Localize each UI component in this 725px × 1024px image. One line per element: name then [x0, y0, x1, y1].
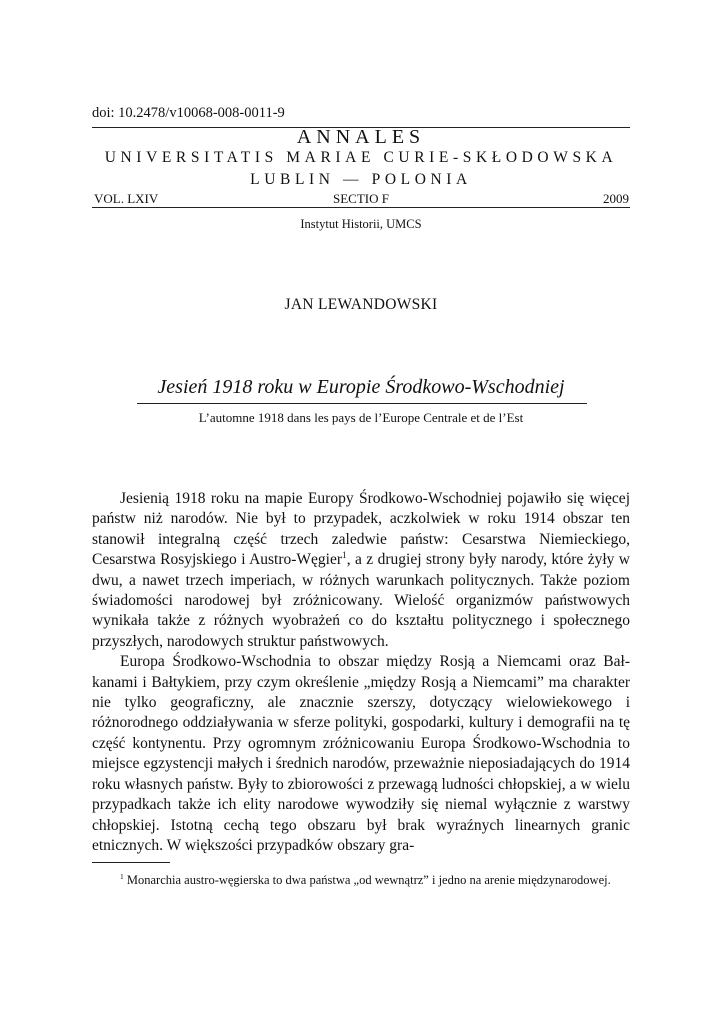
section-label: SECTIO F: [333, 191, 389, 206]
volume-label: VOL. LXIV: [94, 191, 159, 206]
paper-page: [92, 0, 630, 1024]
article-subtitle: L’automne 1918 dans les pays de l’Europe Centrale et de l’Est: [198, 410, 524, 425]
volume-row: [92, 191, 630, 207]
journal-place: LUBLIN — POLONIA: [250, 171, 472, 188]
header-bottom-rule: [92, 207, 630, 208]
journal-title: ANNALES: [296, 126, 426, 148]
footnote-rule: [92, 862, 170, 863]
paragraph-1-text-a: Jesienią 1918 roku na mapie Europy Środkowo-Wschodniej pojawiło się więcej państw niż narodów. Nie był to przypadek, aczkolwiek w roku 1914 obszar ten stanowił integralną część trzech zaledwie państw: Cesarstwa Niemieckiego, Cesarstwa Rosyjskiego i Austro-Węgier: [92, 490, 630, 569]
paragraph-2: Europa Środkowo-Wschodnia to obszar między Rosją a Niemcami oraz Bałkanami i Bałtykiem, przy czym określenie „między Rosją a Niemcami” ma charakter nie tylko geograficzny, ale znacznie szerszy, dotyczący wielowiekowego i różnorodnego oddziaływania w sferze polityki, gospodarki, kultury i demografii na tę część kontynentu. Przy ogromnym zróżnicowaniu Europa Środkowo-Wschodnia to miejsce egzystencji małych i średnich narodów, przeważnie nieposiadających do 1914 roku własnych państw. Były to zbiorowości z przewagą ludności chłopskiej, a w wielu przypadkach także ich elity narodowe wywodziły się niemal wyłącznie z warstwy chłopskiej. Istotną cechą tego obszaru był brak wyraźnych linearnych granic etnicznych. W większości przypadków obszary gra-: [92, 653, 630, 854]
footnote: [92, 871, 630, 889]
paragraph-1: [92, 489, 630, 652]
footnote-text: Monarchia austro-węgierska to dwa państwa „od wewnątrz” i jedno na arenie międzynarodowej.: [123, 873, 611, 887]
doi: doi: 10.2478/v10068-008-0011-9: [92, 105, 285, 121]
article-title: Jesień 1918 roku w Europie Środkowo-Wschodniej: [157, 376, 565, 398]
body-text: [92, 489, 630, 856]
footnote-reference: 1: [342, 551, 347, 562]
footnote-number: 1: [120, 871, 124, 881]
institute: Instytut Historii, UMCS: [300, 217, 422, 231]
year-label: 2009: [603, 191, 629, 206]
paragraph-1-text-b: , a z drugiej strony były narody, które żyły w dwu, a nawet trzech imperiach, w różnych warunkach politycznych. Także poziom świadomości narodowej był zróżnicowany. Wielość organizmów państwowych wynikała także z różnych wyobrażeń co do kształtu politycznego i społecznego przyszłych, narodowych struktur państwowych.: [92, 551, 631, 650]
title-rule: [137, 403, 587, 404]
author: JAN LEWANDOWSKI: [284, 296, 438, 313]
journal-subtitle: UNIVERSITATIS MARIAE CURIE-SKŁODOWSKA: [104, 149, 618, 166]
